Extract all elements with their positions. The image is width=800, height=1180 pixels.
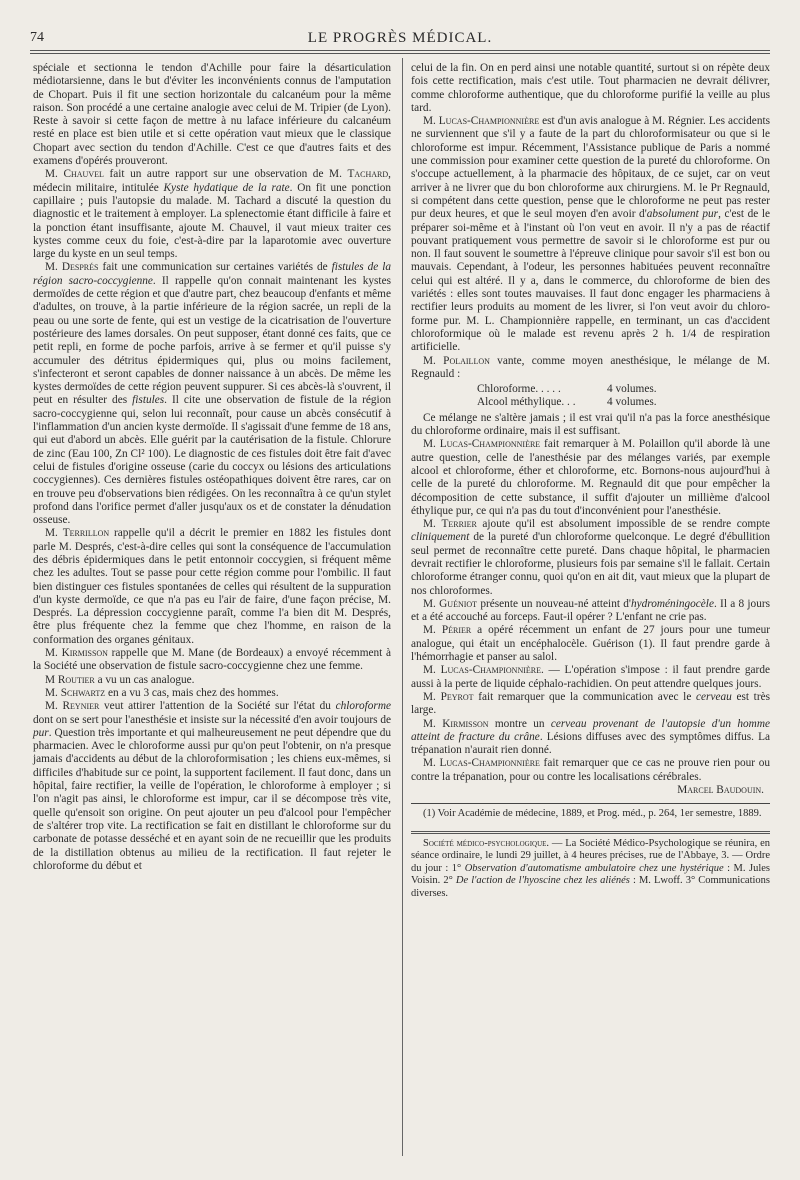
text-run: veut attirer l'attention de la Société sur l'état du: [99, 700, 336, 713]
paragraph: [411, 718, 770, 758]
text-run: : M. Lwoff. 3° Communications diverses.: [411, 875, 771, 899]
paragraph: [411, 664, 770, 691]
italic-phrase: fistules: [132, 394, 165, 407]
paragraph: [411, 115, 770, 354]
mixture-row: [411, 396, 770, 409]
text-run: . — La Société Médico-Psychologique se réunira, en séance ordinaire, le lundi 29 juillet, à 4 heures précises, rue de l'Abbaye, 3. — Ordre du jour : 1°: [411, 837, 770, 874]
text-run: vante, comme moyen anesthésique, le mélange de M. Regnauld :: [411, 354, 770, 380]
text-run: . Il cite une observation de fistule de la région sacro-coccygienne qui, selon lui reconnaît, pour cause un abcès consécutif à l'inflammation d'un ancien kyste dermoïde. Il s'agissait d'une femme de 18 ans, qui eut d'abord un abcès. Elle guérit par la cautérisation de la fistule. Chlorure de zinc (Eau 100, Zn Cl² 100). Le diagnostic de ces fistules doit être fait d'avec celui de fistules d'origine osseuse (carie du coccyx ou lésions des articulations coccygiennes). Ces dernières fistules ostéopathiques doivent être rares, car on en trouve peu d'observations bien rédigées. On les reconnaîtra à ce qu'un stylet profond dans l'orifice permet d'aller jusqu'aux os et de constater la dénudation osseuse.: [33, 394, 391, 527]
speaker-name: Kirmisson: [442, 717, 489, 730]
paragraph: [411, 355, 770, 382]
text-run: M.: [423, 624, 442, 637]
society-notice: [411, 838, 770, 901]
signature-text: Marcel Baudouin.: [677, 784, 764, 797]
italic-phrase: fistules de la région sacro-coccygienne: [33, 261, 392, 287]
header-rule: [30, 50, 770, 51]
speaker-name: Routier: [57, 673, 95, 686]
text-run: ajoute qu'il est absolument impossible de se rendre compte: [476, 518, 770, 531]
text-run: fait remarquer que ce cas ne prouve rien pour ou contre la trépanation, pour ou contre les localisations cérébrales.: [411, 757, 770, 783]
column-divider: [402, 58, 403, 1156]
text-run: M.: [45, 700, 63, 713]
text-run: M.: [45, 647, 62, 660]
text-run: M.: [423, 115, 439, 128]
text-run: Ce mélange ne s'altère jamais ; il est vrai qu'il n'a pas la force anesthésique du chloroforme ordinaire, mais il est suffisant.: [411, 411, 770, 438]
text-run: M.: [45, 168, 64, 181]
text-run: rappelle que M. Mane (de Bordeaux) a envoyé récemment à la Société une observation de fistule sacro-coccygienne chez une femme.: [33, 647, 391, 673]
text-run: , c'est de le préparer soi-même et à l'instant où l'on veut en avoir. Il n'y a pas de réactif pouvant pratiquement vous permettre de savoir si le chloroforme est pur ou non. Il faut souvent le soumettre à l'épreuve clinique pour savoir s'il est bon ou mauvais. Cependant, à l'odeur, les personnes habituées peuvent reconnaître celui qui est altéré. Il y a, dans le commerce, du chloroforme de bien des variétés : elles sont toutes mauvaises. Il faut donc engager les pharmaciens à rectifier leurs produits au moment de les livrer, si l'on veut avoir du chloroforme pur. M. L. Championnière rappelle, en terminant, un cas d'accident chloroformique où le malade est revenu après 2 h. 1/4 de respiration artificielle.: [411, 208, 770, 354]
page-header: [30, 26, 770, 48]
paragraph: [33, 674, 391, 687]
text-run: M.: [423, 757, 440, 770]
speaker-name: Lucas-Championnière: [440, 664, 542, 677]
text-run: M.: [45, 686, 61, 699]
speaker-name: Després: [61, 261, 99, 274]
text-run: dont on se sert pour l'anesthésie et insiste sur la nécessité d'en avoir toujours de: [33, 713, 391, 726]
ingredient-name: Chloroforme. . . . .: [477, 383, 561, 396]
text-run: fait un autre rapport sur une observation de M.: [103, 168, 348, 181]
journal-title: LE PROGRÈS MÉDICAL.: [307, 30, 493, 46]
speaker-name: Périer: [441, 624, 472, 637]
text-run: . Il a 8 jours et a été accouché au forceps. Faut-il opérer ? L'enfant ne crie pas.: [411, 597, 770, 624]
paragraph: [33, 700, 391, 873]
text-run: M.: [423, 597, 440, 610]
text-run: montre un: [488, 717, 551, 730]
italic-phrase: absolument pur: [646, 208, 719, 221]
italic-phrase: cliniquement: [411, 531, 470, 544]
paragraph: [411, 412, 770, 439]
right-column-body: [411, 62, 770, 797]
speaker-name: Lucas-Championnière: [439, 757, 540, 770]
paragraph: [33, 168, 391, 261]
footnote: (1) Voir Académie de médecine, 1889, et Prog. méd., p. 264, 1er semestre, 1889.: [423, 808, 762, 820]
notice-rule: [411, 831, 770, 834]
speaker-name: Polaillon: [443, 354, 490, 367]
paragraph: [411, 62, 770, 115]
speaker-name: Lucas-Championnière: [438, 115, 540, 128]
text-run: fait remarquer que la communication avec le: [473, 690, 697, 703]
left-column: [33, 62, 391, 873]
text-run: M.: [45, 261, 62, 274]
text-run: . — L'opération s'impose : il faut prendre garde aussi à la perte de liquide céphalo-rachidien. On peut attendre quelques jours.: [411, 664, 770, 690]
italic-phrase: Observation d'automatisme ambulatoire chez une hystérique: [464, 862, 724, 874]
speaker-name: Tachard: [347, 168, 389, 181]
italic-phrase: Kyste hydatique de la rate: [163, 181, 290, 194]
text-run: , médecin militaire, intitulée: [33, 168, 391, 194]
speaker-name: Reynier: [62, 700, 100, 713]
italic-phrase: hydroméningocèle: [630, 597, 714, 610]
text-run: a opéré récemment un enfant de 27 jours pour une tumeur analogue, qui était un encéphalocèle. Guérison (1). Il faut prendre garde à l'hémorrhagie et panser au salol.: [411, 624, 770, 664]
paragraph: [33, 647, 391, 674]
italic-phrase: chloroforme: [335, 700, 391, 713]
text-run: . Question très importante et qui malheureusement ne peut dépendre que du pharmacien. Avec le chloroforme aussi pur qu'on peut l'obtenir, on n'a presque jamais d'accidents au début de la chloroformisation ; les chiens eux-mêmes, si difficiles d'habitude sur ce point, la supportent facilement. Il faut donc, dans un hôpital, faire rectifier, la veille de l'opération, le chloroforme à employer ; si l'on n'agit pas ainsi, le chloroforme est impur, car il se décompose très vite, quelle qu'ensoit son origine. On peut ajouter un peu d'alcool pour l'empêcher de s'altérer trop vite. La rectification se fait en distillant le chloroforme sur du carbonate de potasse desséché et en ayant soin de ne recueillir que les produits de la distillation obtenus au milieu de la rectification. Il faut rejeter le chloroforme du début et: [33, 726, 391, 872]
text-run: fait remarquer à M. Polaillon qu'il aborde là une autre question, celle de l'anesthésie par des mélanges variés, par exemple alcool et chloroforme, éther et chloroforme, etc. Bornons-nous aujourd'hui à celle de la pureté du chloroforme. M. Regnauld dit que pour empêcher la décomposition de cette substance, il suffit d'ajouter un millième d'alcool éthylique pur, ce qui n'a pas du tout d'inconvénient pour l'anesthésie.: [411, 438, 770, 517]
paragraph: [411, 598, 770, 625]
footnote-rule: [411, 803, 770, 804]
text-run: M.: [423, 518, 442, 531]
text-run: a vu un cas analogue.: [94, 673, 195, 686]
paragraph: [411, 691, 770, 718]
text-run: est d'un avis analogue à M. Régnier. Les accidents ne surviennent que s'il y a faute de la part du chloroformisateur ou que si le chloroforme est impur. Récemment, l'Assistance publique de Paris a nommé une commission pour examiner cette question de la pureté du chloroforme. On s'occupe actuellement, à la pharmacie des hôpitaux, de ce sujet, car on veut arriver à ne livrer que du bon chloroforme aux chirurgiens. M. le Pr Regnauld, si compétent dans cette question, pense que le chloroforme ne peut pas rester pur deux heures, et que le seul moyen d'en avoir d': [411, 115, 770, 221]
text-run: . On fit une ponction capillaire ; puis l'autopsie du malade. M. Tachard a discuté la question du diagnostic et le traitement à employer. La splenectomie étant difficile à faire et la ponction étant insuffisante, ajoute M. Chauvel, il vaut mieux traiter ces kystes comme ceux du foie, c'est-à-dire par la laparotomie avec ouverture large du kyste en un seul temps.: [33, 181, 392, 261]
header-rule-second: [30, 53, 770, 54]
text-run: est très large.: [411, 690, 770, 717]
ingredient-quantity: 4 volumes.: [607, 396, 657, 409]
italic-phrase: pur: [33, 726, 49, 739]
paragraph: [411, 438, 770, 518]
text-run: de la pureté d'un chloroforme quelconque. Le degré d'ébullition seul permet de reconnaître cette pureté. Dans chaque hôpital, le pharmacien devrait rectifier le chloroforme, plusieurs fois par semaine s'il le fallait. Certain chloroforme étranger connu, quoi qu'on en ait dit, vaut mieux que la plupart de nos chloroformes.: [411, 531, 770, 597]
italic-phrase: cerveau: [696, 690, 732, 703]
ingredient-name: Alcool méthylique. . .: [477, 396, 576, 409]
speaker-name: Chauvel: [63, 168, 104, 181]
mixture-row: [411, 383, 770, 396]
text-run: M.: [423, 354, 444, 367]
text-run: présente un nouveau-né atteint d': [477, 597, 631, 610]
speaker-name: Terrier: [441, 518, 477, 531]
text-run: M: [45, 673, 58, 686]
paragraph: [33, 261, 391, 527]
text-run: M.: [423, 438, 440, 451]
paragraph: [33, 62, 391, 168]
text-run: M.: [45, 527, 63, 540]
mixture-table: [411, 383, 770, 410]
italic-phrase: cerveau provenant de l'autopsie d'un homme atteint de fracture du crâne: [411, 717, 770, 743]
text-run: celui de la fin. On en perd ainsi une notable quantité, surtout si on répète deux fois cette rectification, mais c'est utile. Tout pharmacien ne devrait délivrer, comme chloroforme authentique, que du chloroforme purifié la veille au plus tard.: [411, 62, 770, 114]
paragraph: [33, 527, 391, 647]
text-run: en a vu 3 cas, mais chez des hommes.: [105, 686, 279, 699]
speaker-name: Peyrot: [440, 690, 474, 703]
speaker-name: Schwartz: [60, 686, 106, 699]
text-run: rappelle qu'il a décrit le premier en 1882 les fistules dont parle M. Després, c'est-à-dire celles qui sont la conséquence de l'accumulation des débris épidermiques dans le petit entonnoir coccygien, si fréquent même chez les adultes. Tout se passe pour cette région comme pour l'ombilic. Il faut bien distinguer ces fistules spontanées de celles qui résultent de la suppuration d'un kyste dermoïde, ce que n'a pas eu l'air de faire, d'une façon précise, M. Després. La dépression coccygienne paraît, comme l'a bien dit M. Després, être plus fréquente chez la femme que chez l'homme, en raison de la conformation des organes génitaux.: [33, 527, 391, 646]
paragraph: [411, 624, 770, 664]
paragraph: [411, 757, 770, 784]
italic-phrase: De l'action de l'hyoscine chez les aliénés: [455, 875, 630, 887]
right-column: [411, 62, 770, 900]
text-run: M.: [423, 690, 441, 703]
speaker-name: Lucas-Championnière: [439, 438, 541, 451]
text-run: . Il rappelle qu'on connait maintenant les kystes dermoïdes de cette région et que d'autre part, chez beaucoup d'enfants et même d'adultes, on trouve, à la partie inférieure de la région sacrée, un repli de la peau ou une sorte de fente, qui est un vestige de la cicatrisation de l'ouverture postérieure des lames dorsales. On peut supposer, étant donné ces faits, que ce petit repli, en forme de poche parfois, arrive à se fermer et qu'il puisse s'y accumuler des détritus épidermiques qui, plus ou moins facilement, s'infecteront et seront capables de donner naissance à un abcès. De même les kystes dermoïdes de cette région peuvent suppurer. Si ces abcès-là s'ouvrent, il peut en résulter des: [33, 274, 391, 407]
text-run: M.: [423, 717, 443, 730]
author-signature: [411, 784, 770, 797]
text-run: M.: [423, 664, 441, 677]
paragraph: [33, 687, 391, 700]
speaker-name: Société médico-psychologique: [423, 837, 547, 849]
text-run: . Lésions diffuses avec des symptômes diffus. La trépanation n'aurait rien donné.: [411, 730, 770, 757]
text-run: : M. Jules Voisin. 2°: [411, 862, 770, 887]
paragraph: [411, 518, 770, 598]
text-run: spéciale et sectionna le tendon d'Achille pour faire la désarticulation médiotarsienne, dans le but d'éviter les inconvénients connus de l'amputation de Chopart. Puis il fit une section horizontale du calcanéum pour la même raison. Son procédé a une certaine analogie avec celui de M. Tripier (de Lyon). Reste à savoir si cette façon de mettre à nu laface inférieure du calcanéum resté en place est bien utile et si cette opération vaut mieux que le classique Chopart avec section du tendon d'Achille. C'est ce que d'autres faits et des examens d'opérés prouveront.: [33, 62, 391, 168]
speaker-name: Kirmisson: [61, 647, 108, 660]
page-number: 74: [30, 30, 44, 45]
text-run: fait une communication sur certaines variétés de: [98, 261, 332, 274]
speaker-name: Terrillon: [62, 527, 110, 540]
speaker-name: Guéniot: [439, 597, 478, 610]
ingredient-quantity: 4 volumes.: [607, 383, 657, 396]
